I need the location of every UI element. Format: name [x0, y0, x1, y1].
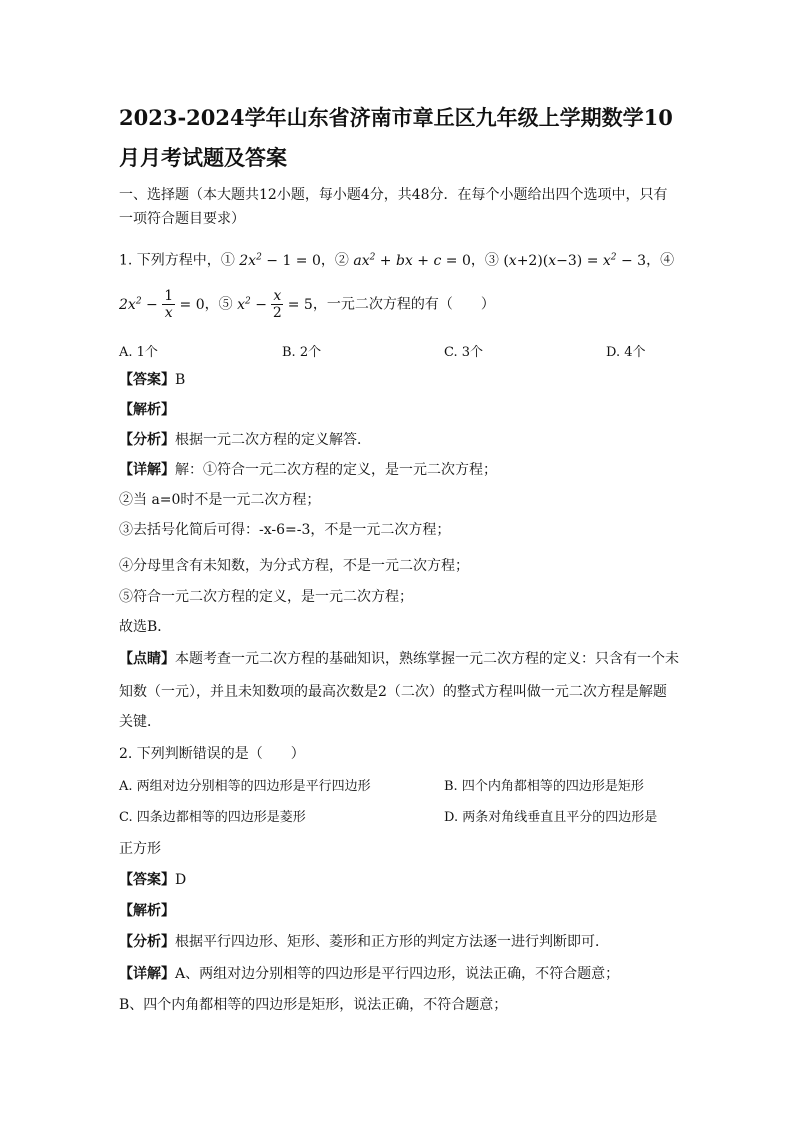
q2-xiangjie-text: A、两组对边分别相等的四边形是平行四边形，说法正确，不符合题意；: [175, 966, 620, 982]
q1-fenxi-tag: 【分析】: [119, 432, 175, 448]
q1-answer: [119, 369, 185, 391]
q1-equation-2: $ax^2$ + bx + c = 0: [353, 252, 471, 269]
q1-marker-2: ，②: [320, 252, 349, 269]
document-title-line-2: 月月考试题及答案: [119, 145, 287, 170]
q1-analysis-tag: 【解析】: [119, 402, 175, 418]
q2-option-c: C. 四条边都相等的四边形是菱形: [119, 810, 306, 825]
q1-equation-4: $2x^2$ − $\frac{1}{x}$ = 0: [119, 288, 205, 322]
section-heading-line-1: 一、选择题（本大题共12小题，每小题4分，共48分．在每个小题给出四个选项中，只有: [119, 187, 668, 203]
q1-detail-line-3: ③去括号化简后可得：-x-6=-3，不是一元二次方程；: [119, 522, 451, 538]
q1-stem-line-1: [119, 246, 674, 272]
q1-dianjing-line-2: 知数（一元），并且未知数项的最高次数是2（二次）的整式方程叫做一元二次方程是解题: [119, 684, 667, 700]
q1-answer-value: B: [175, 372, 186, 388]
section-heading-line-2: 一项符合题目要求）: [119, 211, 245, 227]
q1-fenxi: [119, 429, 371, 451]
q1-marker-4: ，④: [646, 252, 675, 269]
q1-option-d: D. 4个: [606, 345, 646, 360]
q1-marker-1: ①: [220, 252, 235, 269]
q2-analysis-tag: 【解析】: [119, 903, 175, 919]
q1-detail-line-6: 故选B．: [119, 619, 172, 635]
q1-answer-tag: 【答案】: [119, 372, 175, 388]
q1-dianjing: [119, 648, 679, 670]
q1-xiangjie: [119, 459, 497, 481]
q2-xiangjie: [119, 963, 619, 985]
document-title-line-1: 2023-2024学年山东省济南市章丘区九年级上学期数学10: [119, 105, 673, 130]
q1-xiangjie-text: 解：①符合一元二次方程的定义，是一元二次方程；: [175, 462, 497, 478]
q2-fenxi-tag: 【分析】: [119, 934, 175, 950]
q2-answer-tag: 【答案】: [119, 872, 175, 888]
q1-detail-line-5: ⑤符合一元二次方程的定义，是一元二次方程；: [119, 589, 413, 605]
q1-marker-3: ，③: [470, 252, 499, 269]
q2-option-a: A. 两组对边分别相等的四边形是平行四边形: [119, 779, 371, 794]
q1-equation-5: $x^2$ − $\frac{x}{2}$ = 5: [237, 288, 313, 322]
q1-detail-line-2: ②当 a=0时不是一元二次方程；: [119, 492, 321, 508]
q1-xiangjie-tag: 【详解】: [119, 462, 175, 478]
q2-option-b: B. 四个内角都相等的四边形是矩形: [444, 779, 644, 794]
q1-option-a: A. 1个: [119, 345, 158, 360]
q2-fenxi: [119, 931, 609, 953]
q1-dianjing-text-1: 本题考查一元二次方程的基础知识，熟练掌握一元二次方程的定义：只含有一个未: [175, 651, 679, 667]
q1-option-c: C. 3个: [444, 345, 484, 360]
q2-detail-line-b: B、四个内角都相等的四边形是矩形，说法正确，不符合题意；: [119, 997, 508, 1013]
q1-dianjing-tag: 【点睛】: [119, 651, 175, 667]
q2-option-d-continued: 正方形: [119, 841, 161, 857]
q1-fenxi-text: 根据一元二次方程的定义解答．: [175, 432, 371, 448]
q1-dianjing-line-3: 关键．: [119, 714, 161, 730]
q2-stem: 2. 下列判断错误的是（ ）: [119, 746, 305, 762]
q1-stem-suffix: ，一元二次方程的有（ ）: [312, 296, 495, 313]
q1-stem-prefix: 1. 下列方程中，: [119, 252, 221, 269]
q2-xiangjie-tag: 【详解】: [119, 966, 175, 982]
q1-equation-1: $2x^2 - 1 = 0$: [239, 252, 321, 269]
q2-answer: [119, 869, 186, 891]
q1-marker-5: ，⑤: [204, 296, 233, 313]
q1-stem-line-2: [119, 284, 495, 322]
q2-fenxi-text: 根据平行四边形、矩形、菱形和正方形的判定方法逐一进行判断即可．: [175, 934, 609, 950]
q2-answer-value: D: [175, 872, 187, 888]
q2-option-d: D. 两条对角线垂直且平分的四边形是: [444, 810, 658, 825]
q1-equation-3: $(x+2)(x-3) = x^2 - 3$: [503, 252, 647, 269]
q1-detail-line-4: ④分母里含有未知数，为分式方程，不是一元二次方程；: [119, 558, 469, 574]
q1-option-b: B. 2个: [282, 345, 322, 360]
